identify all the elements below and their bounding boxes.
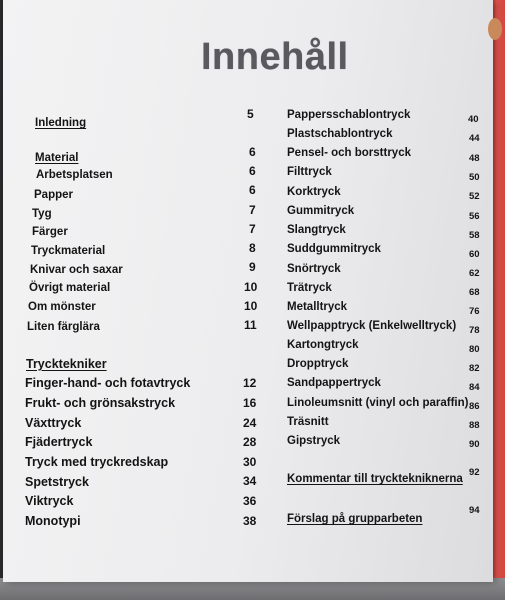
toc-entry: Pappersschablontryck (287, 109, 411, 121)
toc-entry: Tryck med tryckredskap (25, 455, 169, 469)
toc-entry: Plastschablontryck (287, 128, 393, 140)
toc-page-number: 76 (469, 306, 480, 317)
toc-entry: Liten färglära (27, 321, 100, 333)
toc-page-number: 12 (243, 376, 257, 390)
toc-page-number: 10 (244, 280, 258, 294)
toc-page-number: 7 (249, 222, 256, 236)
book-page (3, 0, 493, 582)
toc-entry: Filttryck (287, 166, 332, 178)
toc-page-number: 88 (469, 420, 480, 431)
toc-page-number: 82 (469, 363, 480, 374)
toc-entry: Linoleumsnitt (vinyl och paraffin) (287, 397, 469, 409)
toc-entry: Slangtryck (287, 224, 346, 236)
toc-entry: Växttryck (25, 416, 82, 430)
toc-entry: Viktryck (25, 494, 74, 508)
toc-heading-inledning: Inledning (35, 117, 87, 129)
toc-entry: Papper (34, 189, 73, 201)
toc-page-number: 94 (469, 505, 480, 516)
toc-entry: Knivar och saxar (30, 264, 123, 276)
toc-page-number: 44 (469, 133, 480, 144)
toc-page-number: 50 (469, 172, 480, 183)
toc-entry: Kartongtryck (287, 339, 359, 351)
page-title: Innehåll (201, 36, 349, 78)
toc-page-number: 28 (243, 435, 257, 449)
toc-page-number: 6 (249, 164, 256, 178)
toc-heading-trycktekniker: Trycktekniker (26, 357, 107, 371)
toc-page-number: 58 (469, 230, 480, 241)
toc-entry: Frukt- och grönsakstryck (25, 396, 176, 410)
toc-page-number: 6 (249, 183, 256, 197)
toc-page-number: 11 (244, 318, 257, 332)
toc-page-number: 86 (469, 401, 480, 412)
toc-entry: Metalltryck (287, 301, 348, 313)
toc-page-number: 38 (243, 514, 257, 528)
toc-page-number: 16 (243, 396, 257, 410)
toc-entry: Snörtryck (287, 263, 341, 275)
toc-page-number: 24 (243, 416, 257, 430)
toc-entry: Färger (32, 226, 68, 238)
page-hole (488, 18, 502, 40)
toc-page-number: 30 (243, 455, 257, 469)
toc-entry: Spetstryck (25, 475, 89, 489)
toc-entry: Fjädertryck (25, 435, 93, 449)
toc-page-number: 62 (469, 268, 480, 279)
toc-page-number: 78 (469, 325, 480, 336)
toc-entry: Gipstryck (287, 435, 341, 447)
toc-entry: Om mönster (28, 301, 96, 313)
toc-page-number: 68 (469, 287, 480, 298)
toc-entry: Tryckmaterial (31, 245, 106, 257)
toc-entry: Trätryck (287, 282, 332, 294)
toc-page-number: 5 (247, 107, 254, 121)
toc-page-number: 10 (244, 299, 258, 313)
toc-entry: Finger-hand- och fotavtryck (25, 376, 191, 390)
toc-entry: Wellpapptryck (Enkelwelltryck) (287, 320, 457, 332)
toc-entry: Korktryck (287, 186, 341, 198)
toc-heading-forslag: Förslag på grupparbeten (287, 513, 423, 525)
toc-page-number: 7 (249, 203, 256, 217)
toc-page-number: 9 (249, 260, 256, 274)
toc-page-number: 40 (468, 114, 479, 125)
toc-page-number: 60 (469, 249, 480, 260)
toc-page-number: 48 (469, 153, 480, 164)
toc-entry: Suddgummitryck (287, 243, 381, 255)
toc-heading-material: Material (35, 152, 79, 164)
toc-page-number: 80 (469, 344, 480, 355)
toc-entry: Arbetsplatsen (36, 169, 113, 181)
toc-page-number: 92 (469, 467, 480, 478)
toc-heading-kommentar: Kommentar till trycktekniknerna (287, 473, 463, 485)
toc-entry: Gummitryck (287, 205, 355, 217)
toc-page-number: 6 (249, 145, 256, 159)
toc-entry: Sandpappertryck (287, 377, 381, 389)
toc-entry: Tyg (32, 208, 52, 220)
toc-entry: Träsnitt (287, 416, 329, 428)
toc-page-number: 90 (469, 439, 480, 450)
toc-entry: Pensel- och borsttryck (287, 147, 411, 159)
toc-page-number: 52 (469, 191, 480, 202)
toc-entry: Monotypi (25, 514, 81, 528)
toc-page-number: 84 (469, 382, 480, 393)
toc-page-number: 34 (243, 474, 257, 488)
toc-entry: Övrigt material (29, 282, 111, 294)
toc-entry: Dropptryck (287, 358, 349, 370)
toc-page-number: 8 (249, 241, 256, 255)
toc-page-number: 56 (469, 211, 480, 222)
book-edge-right (491, 0, 505, 600)
toc-page-number: 36 (243, 494, 257, 508)
